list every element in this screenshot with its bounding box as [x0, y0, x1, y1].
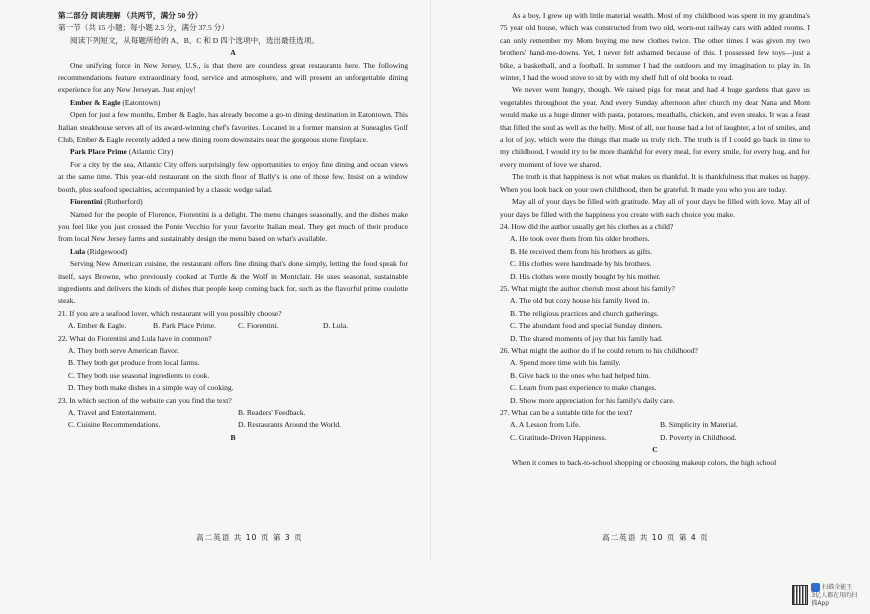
restaurant-location: (Ridgewood) — [85, 246, 128, 256]
answer-option: D. His clothes were mostly bought by his mother. — [510, 271, 661, 281]
subsection-header: 第一节（共 15 小题；每小题 2.5 分，满分 37.5 分） — [58, 23, 229, 33]
answer-option: A. He took over them from his older brothers. — [510, 234, 650, 244]
answer-option: C. They both use seasonal ingredients to cook. — [68, 370, 210, 380]
instruction: 阅读下列短文，从每题所给的 A、B、C 和 D 四个选项中，选出最佳选项。 — [70, 35, 319, 45]
question-stem: 23. In which section of the website can you find the text? — [58, 395, 232, 405]
passage-letter-a: A — [230, 48, 236, 58]
answer-option: B. Readers' Feedback. — [238, 408, 306, 417]
passage-paragraph: As a boy, I grew up with little material wealth. Most of my childhood was spent in my grandma's 75 year old house, which was constructed from two old, worn-out railway cars with added rooms. I can only remember my Mom buying me new clothes twice. The other times I was given my two brothers' hand-me-downs. Yet, I never felt ashamed because of this. I possessed few toys—just a bike, a basketball, and a football. In summer I had the outdoors and my imagination to play in. In winter, I had the wood stove to sit by with my shelf full of old books to read. — [500, 11, 810, 83]
question-stem: 25. What might the author cherish most about his family? — [500, 283, 675, 293]
question-stem: 22. What do Fiorentini and Lula have in common? — [58, 333, 212, 343]
restaurant-name: Park Place Prime — [70, 147, 127, 157]
watermark-brand: 扫描全能王 — [822, 583, 853, 591]
answer-option: C. Cuisine Recommendations. — [68, 420, 161, 430]
restaurant-location: (Rutherford) — [102, 197, 143, 207]
answer-option: D. Show more appreciation for his family's daily care. — [510, 395, 675, 405]
answer-option: A. They both serve American flavor. — [68, 345, 179, 355]
answer-option: D. They both make dishes in a simple way of cooking. — [68, 383, 234, 393]
restaurant-heading — [58, 246, 408, 258]
question-stem: 26. What might the author do if he could return to his childhood? — [500, 345, 698, 355]
answer-option: C. Learn from past experience to make changes. — [510, 383, 657, 393]
restaurant-heading — [58, 97, 408, 109]
restaurant-list — [58, 97, 408, 308]
restaurant-description: For a city by the sea, Atlantic City offers surprisingly few opportunities to enjoy fine dining and ocean views at the same time. This year-old restaurant on the sixth floor of Bally's is one of those few. Insist on a window booth, plus seafood specialties, accompanied by a classic wedge salad. — [58, 159, 408, 194]
passage-paragraph: May all of your days be filled with gratitude. May all of your days be filled with love. May all of your days be filled with the happiness you create with each choice you make. — [500, 197, 810, 219]
restaurant-description: Open for just a few months, Ember & Eagle, has already become a go-to dining destination in Eatontown. This Italian steakhouse serves all of its award-winning chef's favorites. Located in a former mansion at Suneagles Golf Club, Ember & Eagle recently added a new dining room downstairs near the gorgeous stone fireplace. — [58, 110, 408, 145]
answer-option: D. Poverty in Childhood. — [660, 432, 737, 442]
answer-option: D. The shared moments of joy that his family had. — [510, 333, 663, 343]
restaurant-location: (Eatontown) — [120, 97, 161, 107]
answer-option: B. He received them from his brothers as gifts. — [510, 246, 653, 256]
answer-option: B. They both get produce from local farms. — [68, 358, 200, 368]
answer-option: C. Gratitude-Driven Happiness. — [510, 432, 607, 442]
restaurant-heading — [58, 146, 408, 158]
answer-option: B. Simplicity in Material. — [660, 420, 738, 430]
restaurant-description: Serving New American cuisine, the restaurant offers fine dining that's done simply, letting the food speak for itself, says Browne, who previously cooked at Turtle & the Wolf in Montclair. He uses seasonal, sustainable ingredients and delivers the kinds of dishes that people keep coming back for, such as the flavorful prime coulotte steak. — [58, 259, 408, 306]
option-row — [68, 407, 408, 419]
answer-option: B. Park Place Prime. — [153, 321, 217, 331]
answer-option: D. Lula. — [323, 321, 349, 331]
right-page — [500, 10, 810, 556]
question-stem: 24. How did the author usually get his clothes as a child? — [500, 221, 674, 231]
qr-code-icon — [792, 585, 808, 605]
answer-option: B. Give back to the ones who had helped him. — [510, 370, 651, 380]
passage-letter-c: C — [652, 445, 658, 455]
answer-option: A. The old but cozy house his family lived in. — [510, 296, 650, 306]
restaurant-name: Ember & Eagle — [70, 97, 121, 107]
answer-option: A. A Lesson from Life. — [510, 420, 581, 430]
answer-option: C. The abundant food and special Sunday dinners. — [510, 321, 663, 331]
passage-a-intro: One unifying force in New Jersey, U.S., is that there are countless great restaurants here. The following recommendations feature extraordinary food, service and atmosphere, and will present an unforgettable dining experience for any New Jerseyan. Just enjoy! — [58, 60, 408, 95]
section-header: 第二部分 阅读理解 （共两节，满分 50 分） — [58, 11, 203, 20]
restaurant-heading — [58, 196, 408, 208]
passage-c-start: When it comes to back-to-school shopping or choosing makeup colors, the high school — [512, 457, 777, 467]
option-row — [68, 320, 408, 332]
option-row — [510, 432, 810, 444]
restaurant-location: (Atlantic City) — [126, 147, 174, 157]
left-page — [58, 10, 408, 556]
answer-option: B. The religious practices and church gatherings. — [510, 308, 659, 318]
restaurant-name: Lula — [70, 246, 86, 256]
answer-option: D. Restaurants Around the World. — [238, 420, 342, 430]
scanner-watermark — [792, 582, 862, 608]
question-list-right — [500, 221, 810, 444]
watermark-tagline: 3亿人都在用的扫描App — [811, 591, 858, 607]
answer-option: A. Spend more time with his family. — [510, 358, 621, 368]
restaurant-description: Named for the people of Florence, Fiorentini is a delight. The menu changes seasonally, and the dishes make you feel like you just crossed the Ponte Vecchio for your favorite Italian meal. They get much of their produce from local New Jersey farms and sustainably design the menu based on what's available. — [58, 209, 408, 244]
option-row — [510, 419, 810, 431]
passage-paragraph: The truth is that happiness is not what makes us thankful. It is thankfulness that makes us happy. When you look back on your own childhood, then be grateful. It made you who you are today. — [500, 172, 810, 194]
question-stem: 27. What can be a suitable title for the text? — [500, 408, 633, 417]
question-list-left — [58, 308, 408, 432]
passage-letter-b: B — [230, 432, 236, 442]
answer-option: A. Travel and Entertainment. — [68, 408, 157, 417]
passage-b-body — [500, 10, 810, 221]
page-gutter — [430, 0, 431, 560]
option-row — [68, 419, 408, 431]
restaurant-name: Fiorentini — [70, 197, 103, 207]
answer-option: A. Ember & Eagle. — [68, 321, 127, 331]
scanner-logo-icon — [811, 583, 820, 592]
page-footer-left: 高二英语 共 10 页 第 3 页 — [196, 533, 303, 542]
answer-option: C. His clothes were handmade by his brothers. — [510, 259, 652, 269]
question-stem: 21. If you are a seafood lover, which restaurant will you possibly choose? — [58, 308, 282, 318]
page-footer-right: 高二英语 共 10 页 第 4 页 — [602, 533, 709, 542]
passage-paragraph: We never went hungry, though. We raised pigs for meat and had 4 huge gardens that gave us vegetables throughout the year. And every Sunday afternoon after church my dear Nana and Mom would make us a huge dinner with pasta, potatoes, meatballs, chicken, and even steaks. It was a feast that filled the soul as well as the belly. Most of all, our house had a lot of laughter, a lot of smiles, and a lot of joy, which were the things that made us truly rich. The truth is if I could go back in time to my childhood, I would try to be more thankful for every meal, for every smile, for every hug, and for every moment of love we shared. — [500, 85, 810, 169]
answer-option: C. Fiorentini. — [238, 321, 279, 331]
